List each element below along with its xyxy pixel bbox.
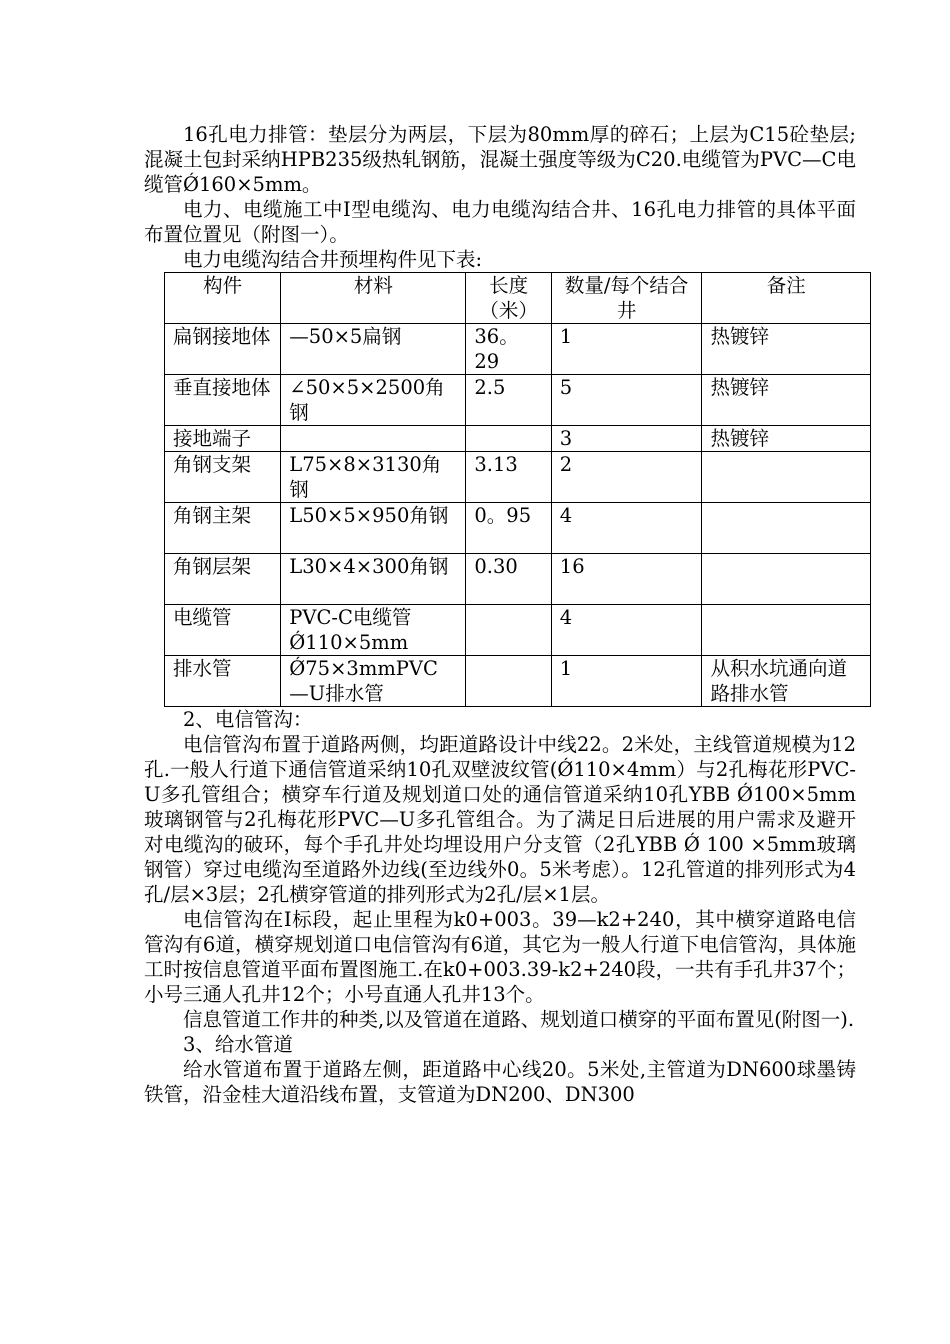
- table-row: [165, 452, 871, 503]
- header-material: 材料: [281, 273, 466, 324]
- cell-quantity: 1: [551, 656, 702, 707]
- cell-remarks: [702, 503, 871, 554]
- cell-remarks: 热镀锌: [702, 375, 871, 426]
- cell-quantity: 2: [551, 452, 702, 503]
- table-row: [165, 554, 871, 605]
- cell-component: 角钢支架: [165, 452, 281, 503]
- cell-quantity: 1: [551, 324, 702, 375]
- paragraph-table-intro: 电力电缆沟结合井预埋构件见下表:: [183, 248, 483, 271]
- paragraph-water-pipe: 给水管道布置于道路左侧，距道路中心线20。5米处,主管道为DN600球墨铸铁管，沿金桂大道沿线布置，支管道为DN200、DN300: [144, 1058, 856, 1106]
- cell-component: 扁钢接地体: [165, 324, 281, 375]
- cell-length: [466, 656, 551, 707]
- header-length: 长度（米）: [466, 273, 551, 324]
- paragraph-layout-reference: 电力、电缆施工中Ⅰ型电缆沟、电力电缆沟结合井、16孔电力排管的具体平面布置位置见（附图一）。: [144, 198, 856, 246]
- cell-quantity: 16: [551, 554, 702, 605]
- paragraph-telecom-duct-mileage: 电信管沟在Ⅰ标段，起止里程为k0+003。39—k2+240，其中横穿道路电信管沟有6道，横穿规划道口电信管沟有6道，其它为一般人行道下电信管沟，具体施工时按信息管道平面布置图施工.在k0+003.39-k2+240段，一共有手孔井37个；小号三通人孔井12个；小号直通人孔井13个。: [144, 908, 856, 1006]
- table-row: [165, 503, 871, 554]
- table-row: [165, 426, 871, 452]
- cell-material: ∠50×5×2500角钢: [281, 375, 466, 426]
- cell-component: 角钢主架: [165, 503, 281, 554]
- cell-quantity: 5: [551, 375, 702, 426]
- document-page: [144, 122, 856, 1107]
- table-row: [165, 324, 871, 375]
- cell-component: 角钢层架: [165, 554, 281, 605]
- cell-length: [466, 426, 551, 452]
- section-2-heading: 2、电信管沟：: [183, 708, 313, 731]
- cell-length: [466, 605, 551, 656]
- cell-quantity: 4: [551, 503, 702, 554]
- paragraph-telecom-wells: 信息管道工作井的种类,以及管道在道路、规划道口横穿的平面布置见(附图一).: [183, 1008, 855, 1031]
- cell-material: Ǿ75×3mmPVC—U排水管: [281, 656, 466, 707]
- cell-remarks: [702, 605, 871, 656]
- cell-material: PVC-C电缆管Ǿ110×5mm: [281, 605, 466, 656]
- cell-material: L75×8×3130角钢: [281, 452, 466, 503]
- cell-component: 电缆管: [165, 605, 281, 656]
- section-3-heading: 3、给水管道: [183, 1033, 293, 1056]
- cell-remarks: 热镀锌: [702, 324, 871, 375]
- paragraph-16-hole-duct: 16孔电力排管：垫层分为两层，下层为80mm厚的碎石；上层为C15砼垫层;混凝土包封采纳HPB235级热轧钢筋，混凝土强度等级为C20.电缆管为PVC—C电缆管Ǿ160×5mm。: [144, 123, 856, 196]
- cell-component: 垂直接地体: [165, 375, 281, 426]
- cell-length: 36。29: [466, 324, 551, 375]
- cell-remarks: 热镀锌: [702, 426, 871, 452]
- table-header-row: [165, 273, 871, 324]
- cell-quantity: 3: [551, 426, 702, 452]
- paragraph-telecom-duct-layout: 电信管沟布置于道路两侧，均距道路设计中线22。2米处，主线管道规模为12孔.一般人行道下通信管道采纳10孔双壁波纹管(Ǿ110×4mm）与2孔梅花形PVC-U多孔管组合；横穿车行道及规划道口处的通信管道采纳10孔YBB Ǿ100×5mm玻璃钢管与2孔梅花形PVC—U多孔管组合。为了满足日后进展的用户需求及避开对电缆沟的破环，每个手孔井处均埋设用户分支管（2孔YBB Ǿ 100 ×5mm玻璃钢管）穿过电缆沟至道路外边线(至边线外0。5米考虑）。12孔管道的排列形式为4孔/层×3层；2孔横穿管道的排列形式为2孔/层×1层。: [144, 733, 856, 906]
- cell-quantity: 4: [551, 605, 702, 656]
- cell-length: 0.30: [466, 554, 551, 605]
- cell-length: 2.5: [466, 375, 551, 426]
- table-row: [165, 656, 871, 707]
- table-row: [165, 375, 871, 426]
- embedded-components-table: [164, 272, 871, 707]
- header-component: 构件: [165, 273, 281, 324]
- table-row: [165, 605, 871, 656]
- cell-length: 3.13: [466, 452, 551, 503]
- cell-material: —50×5扁钢: [281, 324, 466, 375]
- cell-component: 接地端子: [165, 426, 281, 452]
- cell-remarks: [702, 452, 871, 503]
- cell-component: 排水管: [165, 656, 281, 707]
- header-remarks: 备注: [702, 273, 871, 324]
- cell-remarks: 从积水坑通向道路排水管: [702, 656, 871, 707]
- cell-material: L30×4×300角钢: [281, 554, 466, 605]
- cell-remarks: [702, 554, 871, 605]
- cell-material: [281, 426, 466, 452]
- header-quantity: 数量/每个结合井: [551, 273, 702, 324]
- cell-length: 0。95: [466, 503, 551, 554]
- cell-material: L50×5×950角钢: [281, 503, 466, 554]
